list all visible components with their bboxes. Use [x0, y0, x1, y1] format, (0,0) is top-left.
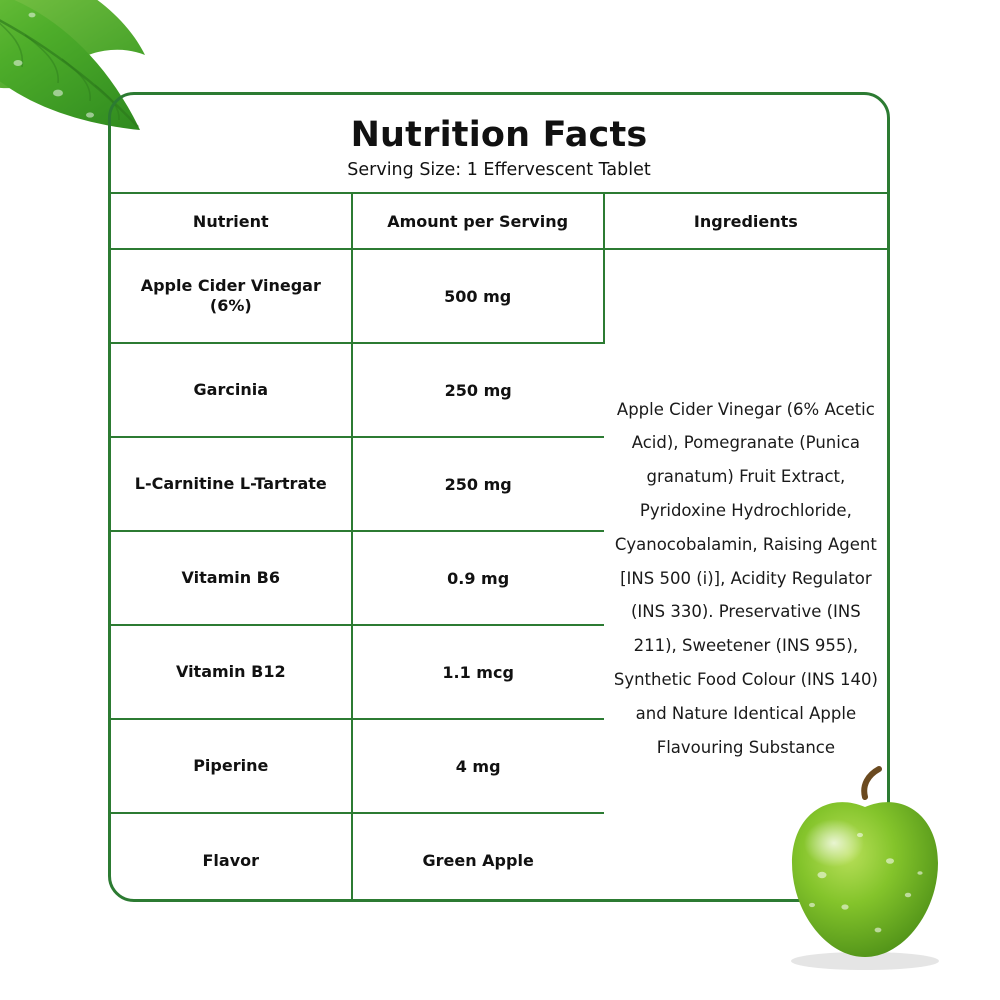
cell-amount: Green Apple — [352, 813, 604, 902]
cell-nutrient: Piperine — [111, 719, 352, 813]
cell-amount: 0.9 mg — [352, 531, 604, 625]
cell-amount: 250 mg — [352, 343, 604, 437]
cell-nutrient: Vitamin B6 — [111, 531, 352, 625]
table-header-row — [111, 193, 887, 249]
column-header-nutrient: Nutrient — [111, 193, 352, 249]
cell-ingredients: Apple Cider Vinegar (6% Acetic Acid), Pomegranate (Punica granatum) Fruit Extract, Pyridoxine Hydrochloride, Cyanocobalamin, Raising Agent [INS 500 (i)], Acidity Regulator (INS 330). Preservative (INS 211), Sweetener (INS 955), Synthetic Food Colour (INS 140) and Nature Identical Apple Flavouring Substance — [604, 249, 887, 902]
nutrition-table — [111, 192, 887, 902]
cell-nutrient: Flavor — [111, 813, 352, 902]
cell-amount: 250 mg — [352, 437, 604, 531]
cell-nutrient: L-Carnitine L-Tartrate — [111, 437, 352, 531]
cell-nutrient: Vitamin B12 — [111, 625, 352, 719]
page-title: Nutrition Facts — [350, 115, 648, 155]
column-header-ingredients: Ingredients — [604, 193, 887, 249]
cell-nutrient: Apple Cider Vinegar (6%) — [111, 249, 352, 343]
cell-amount: 1.1 mcg — [352, 625, 604, 719]
cell-amount: 500 mg — [352, 249, 604, 343]
nutrition-facts-card — [108, 92, 890, 902]
table-row — [111, 249, 887, 343]
serving-size-text: Serving Size: 1 Effervescent Tablet — [347, 160, 651, 180]
cell-amount: 4 mg — [352, 719, 604, 813]
cell-nutrient: Garcinia — [111, 343, 352, 437]
column-header-amount: Amount per Serving — [352, 193, 604, 249]
